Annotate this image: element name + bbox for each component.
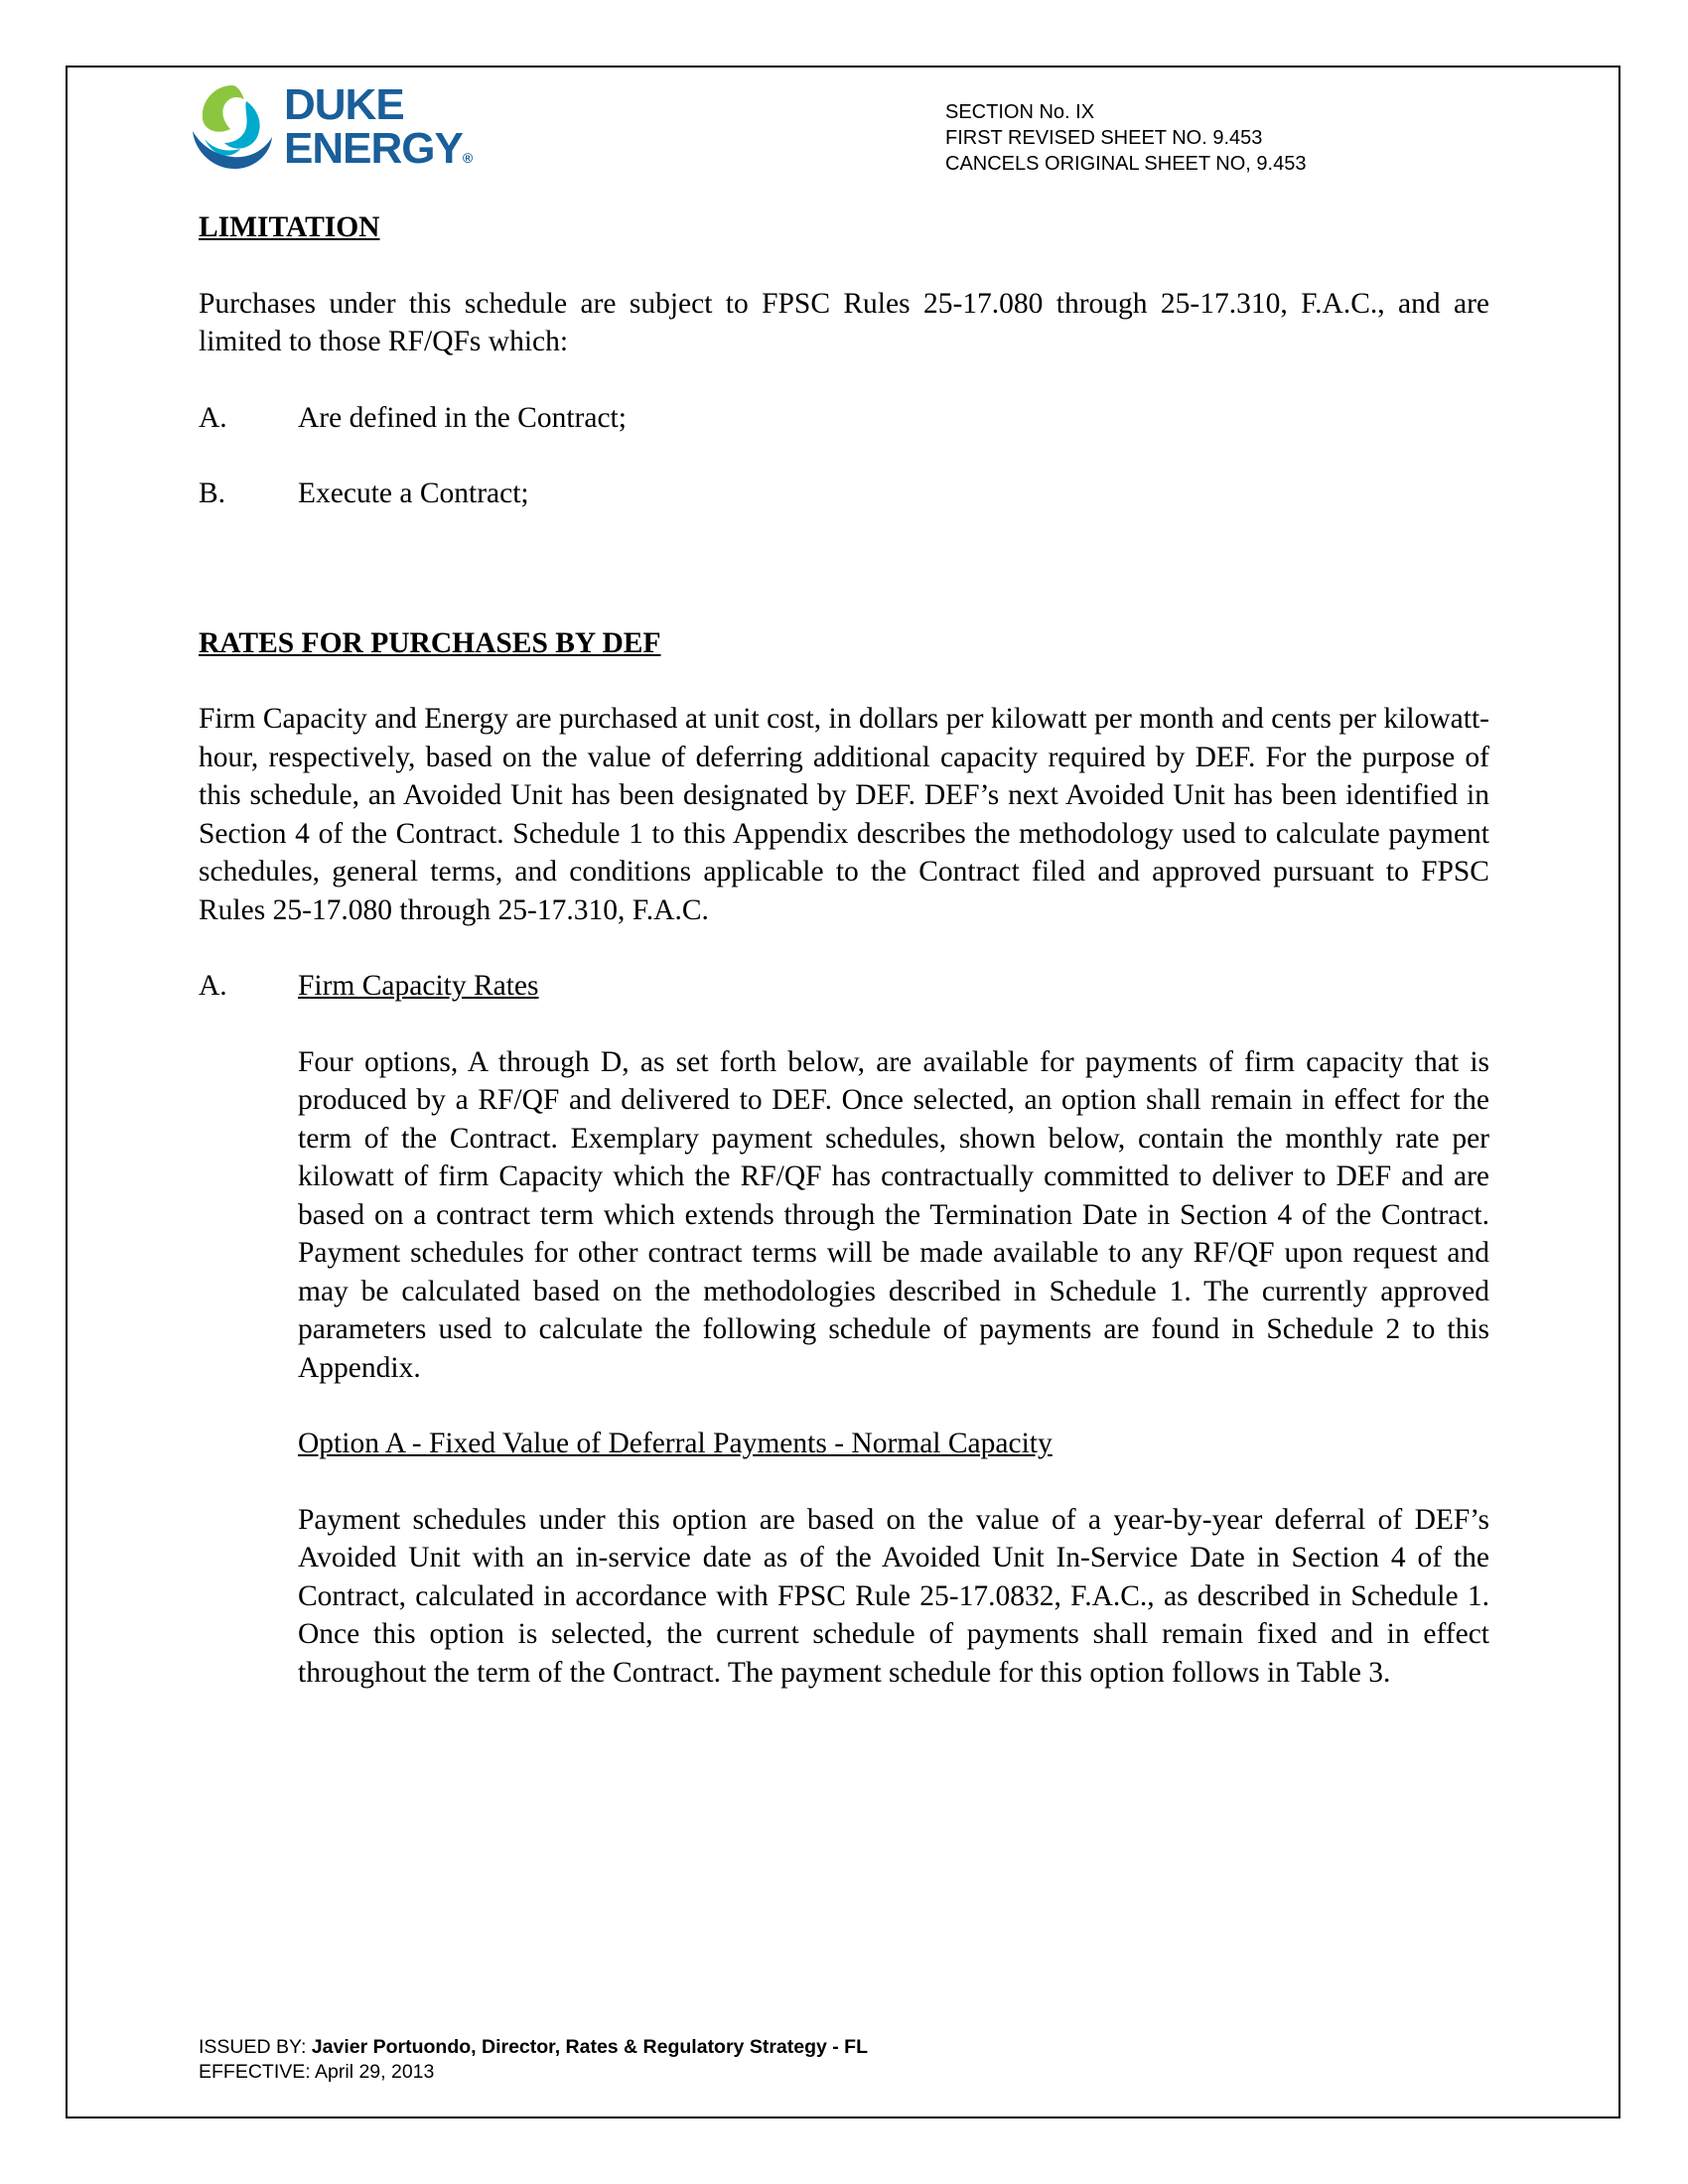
issued-by-label: ISSUED BY: <box>199 2036 312 2058</box>
duke-energy-logo <box>185 79 483 179</box>
sheet-number: FIRST REVISED SHEET NO. 9.453 <box>945 127 1263 149</box>
section-number: SECTION No. IX <box>945 101 1095 123</box>
list-letter: B. <box>199 478 226 509</box>
firm-capacity-rates-body: Four options, A through D, as set forth below, are available for payments of firm capacity that is produced by a RF/QF and delivered to DEF. Once selected, an option shall remain in effect for the term of the Contract. Exemplary payment schedules, shown below, contain the monthly rate per kilowatt of firm Capacity which the RF/QF has contractually committed to deliver to DEF and are based on a contract term which extends through the Termination Date in Section 4 of the Contract. Payment schedules for other contract terms will be made available to any RF/QF upon request and may be calculated based on the methodologies described in Schedule 1. The currently approved parameters used to calculate the following schedule of payments are found in Schedule 2 to this Appendix. <box>298 1045 1489 1384</box>
document-footer <box>199 2035 868 2085</box>
sheet-header <box>945 99 1306 177</box>
effective-label: EFFECTIVE: <box>199 2061 316 2083</box>
logo-line-energy: ENERGY <box>284 124 463 173</box>
rates-heading: RATES FOR PURCHASES BY DEF <box>199 626 661 659</box>
limitation-item-b <box>199 475 1489 513</box>
logo-wordmark <box>284 80 473 180</box>
duke-energy-emblem-icon <box>185 79 280 179</box>
limitation-intro: Purchases under this schedule are subject to FPSC Rules 25-17.080 through 25-17.310, F.A.C., and are limited to those RF/QFs which: <box>199 287 1489 357</box>
list-letter: A. <box>199 970 227 1002</box>
logo-line-duke: DUKE <box>284 80 404 129</box>
firm-capacity-rates-title: Firm Capacity Rates <box>298 970 539 1002</box>
effective-value: April 29, 2013 <box>315 2061 435 2083</box>
option-a-title: Option A - Fixed Value of Deferral Payments - Normal Capacity <box>298 1428 1053 1459</box>
limitation-heading: LIMITATION <box>199 211 380 243</box>
document-body <box>199 208 1489 1692</box>
firm-capacity-rates-item <box>199 967 1489 1006</box>
effective-date <box>199 2060 868 2085</box>
option-a-body: Payment schedules under this option are based on the value of a year-by-year deferral of DEF’s Avoided Unit with an in-service date as of the Avoided Unit In-Service Date in Section 4 of the Contract, calculated in accordance with FPSC Rule 25-17.0832, F.A.C., as described in Schedule 1. Once this option is selected, the current schedule of payments shall remain fixed and in effect throughout the term of the Contract. The payment schedule for this option follows in Table 3. <box>298 1503 1489 1689</box>
limitation-item-a <box>199 399 1489 438</box>
list-text: Execute a Contract; <box>298 478 529 509</box>
list-text: Are defined in the Contract; <box>298 401 627 434</box>
rates-intro: Firm Capacity and Energy are purchased at unit cost, in dollars per kilowatt per month and cents per kilowatt-hour, respectively, based on the value of deferring additional capacity required by DEF. For the purpose of this schedule, an Avoided Unit has been designated by DEF. DEF’s next Avoided Unit has been identified in Section 4 of the Contract. Schedule 1 to this Appendix describes the methodology used to calculate payment schedules, general terms, and conditions applicable to the Contract filed and approved pursuant to FPSC Rules 25-17.080 through 25-17.310, F.A.C. <box>199 703 1489 926</box>
list-letter: A. <box>199 401 227 434</box>
cancels-sheet: CANCELS ORIGINAL SHEET NO, 9.453 <box>945 153 1307 175</box>
issued-by-value: Javier Portuondo, Director, Rates & Regulatory Strategy - FL <box>311 2036 869 2058</box>
issued-by <box>199 2035 868 2060</box>
logo-registered-mark: ® <box>462 150 473 166</box>
